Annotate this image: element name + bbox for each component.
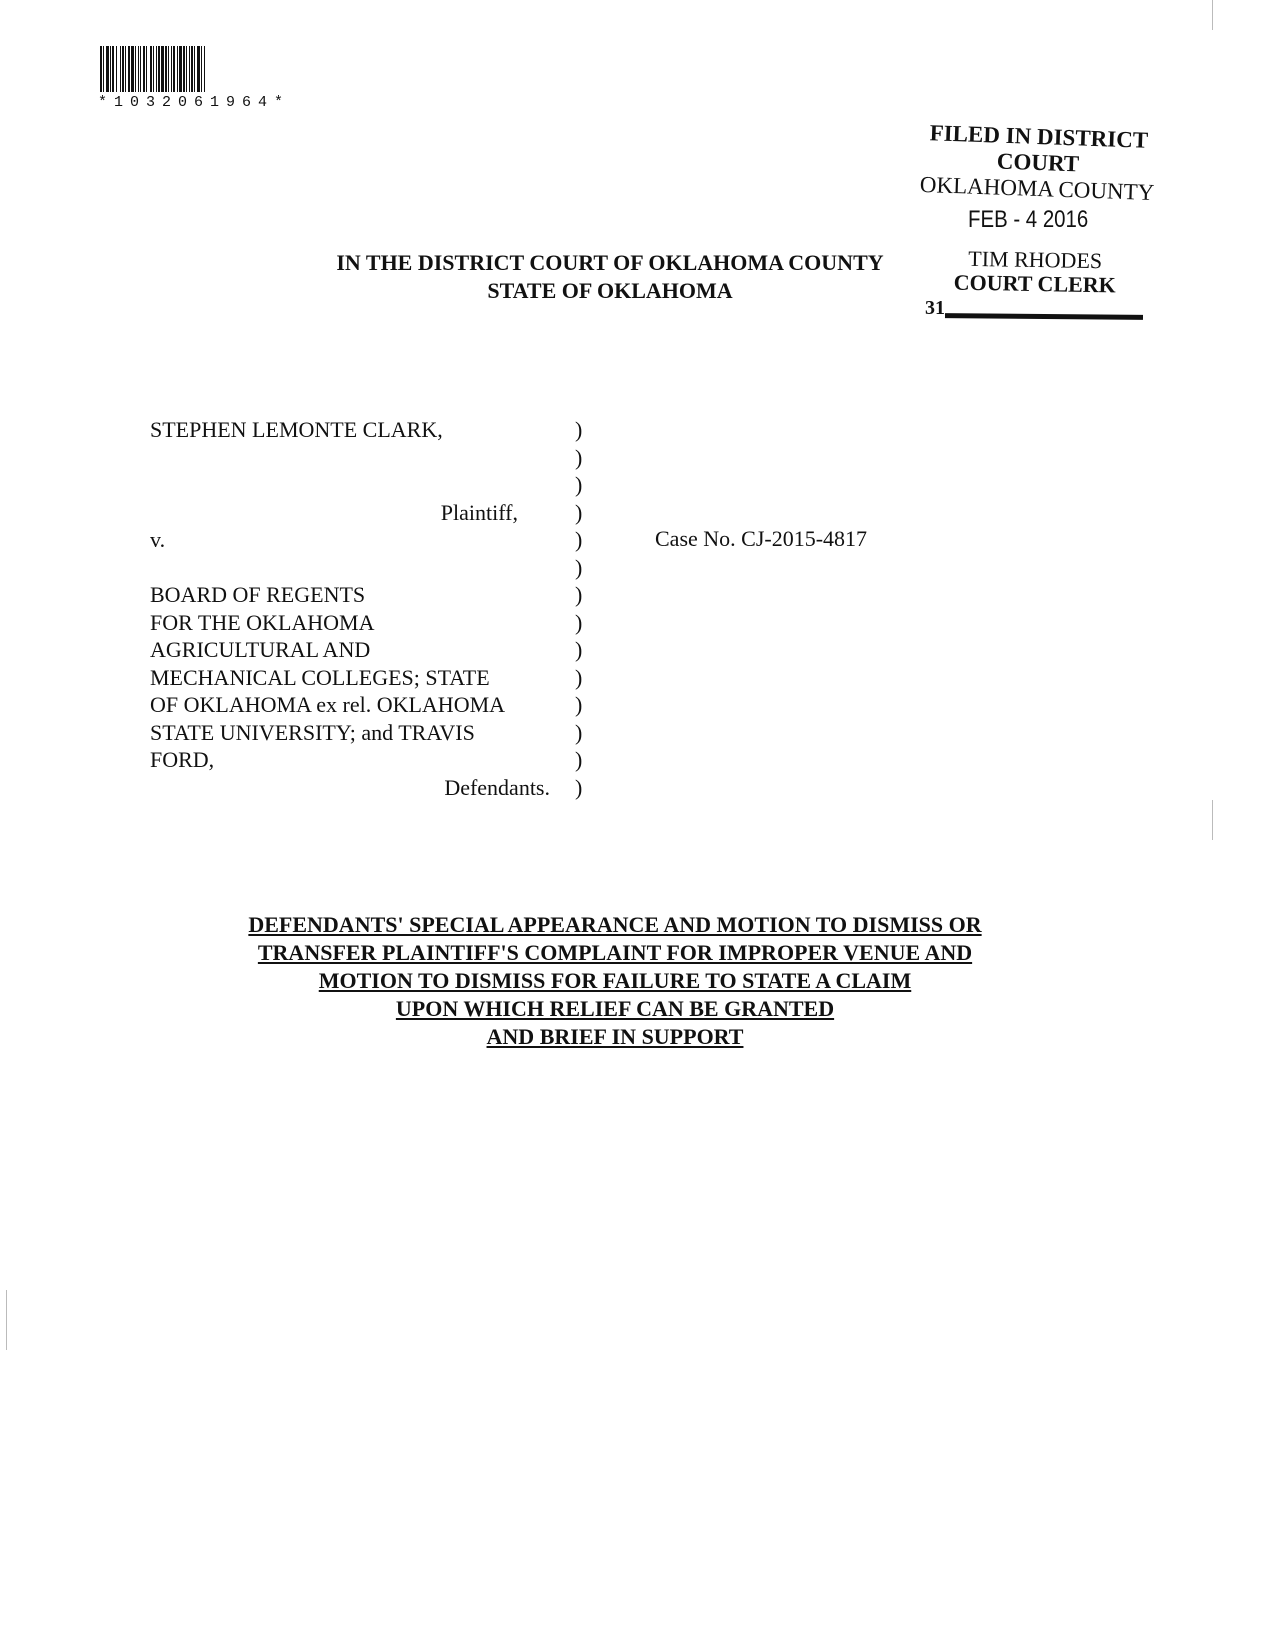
caption-paren: ) [575, 499, 583, 525]
caption-party-text: FORD, [150, 747, 215, 772]
document-title-line: TRANSFER PLAINTIFF'S COMPLAINT FOR IMPROPER VENUE AND [257, 940, 973, 965]
caption-party-text: Plaintiff, [440, 499, 518, 525]
caption-row [150, 719, 590, 747]
document-title-line: AND BRIEF IN SUPPORT [486, 1024, 744, 1049]
filed-date: FEB - 4 2016 [968, 206, 1089, 233]
caption-paren: ) [575, 527, 583, 552]
barcode-bar [205, 46, 207, 92]
caption-row [150, 609, 590, 637]
clerk-title: COURT CLERK [953, 269, 1117, 298]
caption-paren: ) [575, 444, 583, 470]
caption-party-text: OF OKLAHOMA ex rel. OKLAHOMA [150, 692, 506, 717]
caption-party-text: MECHANICAL COLLEGES; STATE [150, 664, 490, 690]
caption-paren: ) [575, 664, 583, 690]
barcode [100, 46, 312, 92]
filed-stamp-line1: FILED IN DISTRICT COURT [929, 120, 1149, 177]
document-title [150, 911, 1080, 1051]
caption-row [150, 746, 590, 774]
caption-paren: ) [575, 417, 583, 442]
document-title-line: UPON WHICH RELIEF CAN BE GRANTED [395, 996, 835, 1021]
document-title-line: DEFENDANTS' SPECIAL APPEARANCE AND MOTION TO DISMISS OR [248, 912, 982, 937]
signature-line [945, 313, 1143, 320]
caption-party-text: STATE UNIVERSITY; and TRAVIS [150, 719, 475, 745]
caption-paren: ) [575, 774, 583, 800]
case-caption [0, 416, 700, 816]
court-heading-line2: STATE OF OKLAHOMA [487, 278, 733, 303]
caption-row [150, 444, 590, 472]
filed-stamp-line2: OKLAHOMA COUNTY [919, 171, 1155, 206]
caption-row [150, 554, 590, 582]
caption-row [150, 416, 590, 444]
stamp-number: 31 [925, 297, 945, 319]
caption-row [150, 774, 590, 802]
caption-party-text: Defendants. [444, 774, 550, 800]
filed-stamp [892, 119, 1185, 207]
caption-row [150, 471, 590, 499]
caption-row [150, 664, 590, 692]
barcode-number: *1032061964* [98, 94, 291, 111]
caption-paren: ) [575, 609, 583, 635]
caption-paren: ) [575, 637, 583, 662]
caption-row [150, 636, 590, 664]
caption-party-text: FOR THE OKLAHOMA [150, 609, 375, 635]
clerk-name: TIM RHODES [968, 245, 1103, 274]
scan-margin-mark [1212, 800, 1213, 840]
caption-row [150, 581, 590, 609]
caption-party-text: STEPHEN LEMONTE CLARK, [150, 417, 443, 442]
caption-row [150, 526, 590, 554]
caption-row [150, 499, 590, 527]
caption-paren: ) [575, 692, 583, 717]
case-number: Case No. CJ-2015-4817 [655, 526, 868, 551]
document-title-line: MOTION TO DISMISS FOR FAILURE TO STATE A CLAIM [318, 968, 912, 993]
caption-paren: ) [575, 554, 583, 580]
clerk-stamp [930, 246, 1141, 298]
caption-row [150, 691, 590, 719]
scan-margin-mark [1212, 0, 1213, 30]
caption-party-text: AGRICULTURAL AND [150, 637, 371, 662]
caption-paren: ) [575, 582, 583, 607]
caption-party-text: BOARD OF REGENTS [150, 582, 366, 607]
scan-margin-mark [6, 1290, 7, 1350]
caption-party-text: v. [150, 527, 166, 552]
court-heading-line1: IN THE DISTRICT COURT OF OKLAHOMA COUNTY [336, 250, 884, 275]
caption-paren: ) [575, 472, 583, 497]
caption-paren: ) [575, 747, 583, 772]
caption-paren: ) [575, 719, 583, 745]
